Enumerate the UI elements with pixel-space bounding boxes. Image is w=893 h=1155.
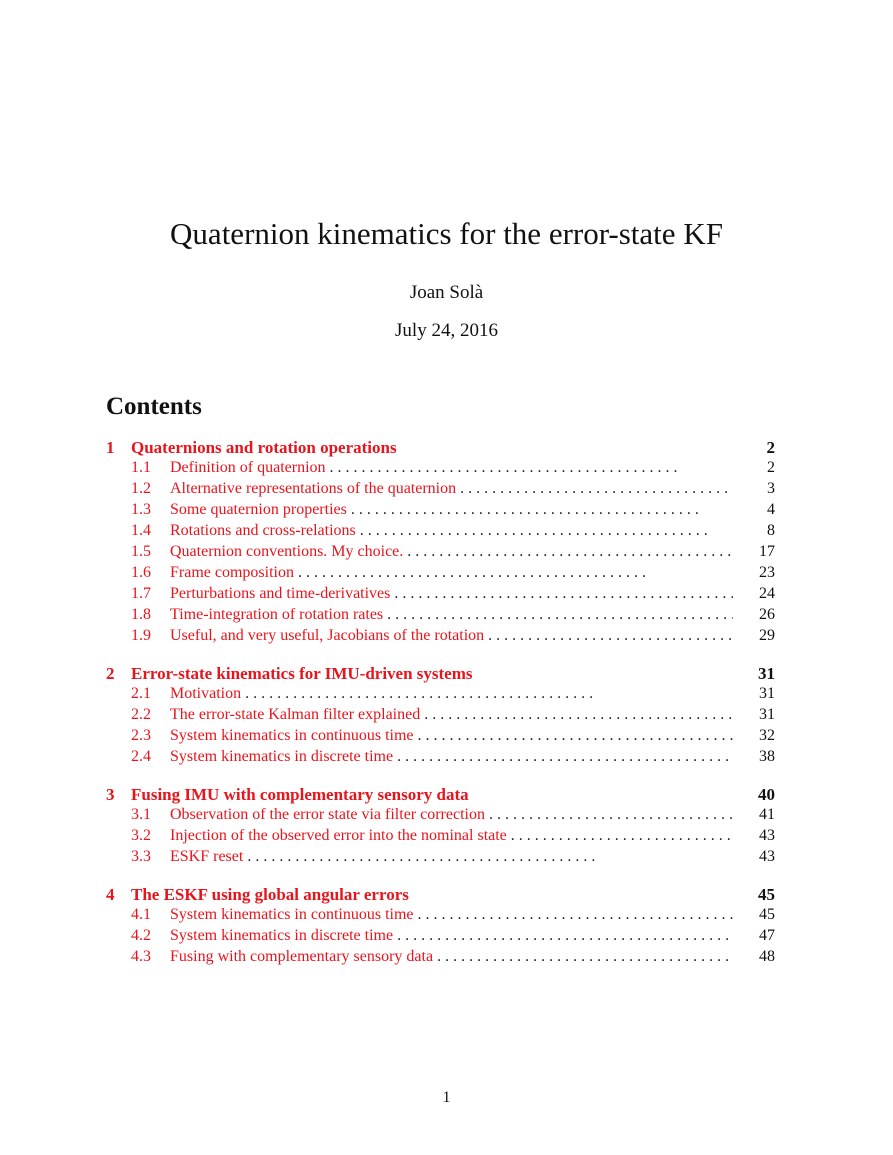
toc-subsection-title: Fusing with complementary sensory data [170, 948, 437, 966]
toc-subsection-page: 47 [759, 927, 775, 944]
toc-section-link[interactable] [106, 438, 775, 459]
toc-section-link[interactable] [106, 885, 775, 906]
toc-subsection-link[interactable] [106, 927, 775, 948]
toc-subsection-title: System kinematics in discrete time [170, 748, 397, 766]
toc-subsection-page: 24 [759, 585, 775, 602]
toc-subsection-page: 41 [759, 806, 775, 823]
toc-subsection-title: System kinematics in continuous time [170, 727, 418, 745]
toc-section-page: 2 [766, 438, 775, 457]
toc-section-page: 45 [758, 885, 775, 904]
toc-dot-leader [247, 848, 733, 866]
toc-subsection-title: Definition of quaternion [170, 459, 330, 477]
toc-subsection-title: Rotations and cross-relations [170, 522, 360, 540]
toc-subsection-page: 32 [759, 727, 775, 744]
toc-section-link[interactable] [106, 664, 775, 685]
toc-subsection-number: 1.6 [131, 564, 151, 581]
toc-dot-leader [418, 906, 733, 924]
toc-dot-leader [394, 585, 733, 603]
toc-section [106, 785, 775, 869]
toc-subsection-number: 2.4 [131, 748, 151, 765]
toc-dot-leader [351, 501, 733, 519]
toc-dot-leader [511, 827, 733, 845]
toc-subsection-title: Injection of the observed error into the nominal state [170, 827, 511, 845]
toc-subsection-number: 2.3 [131, 727, 151, 744]
toc-dot-leader [460, 480, 733, 498]
toc-subsection-link[interactable] [106, 906, 775, 927]
toc-subsection-number: 4.2 [131, 927, 151, 944]
toc-subsection-number: 1.5 [131, 543, 151, 560]
toc-subsection-page: 4 [767, 501, 775, 518]
toc-section-title: The ESKF using global angular errors [131, 885, 409, 904]
toc-dot-leader [488, 627, 733, 645]
toc-subsection-number: 3.3 [131, 848, 151, 865]
page-number: 1 [442, 1089, 451, 1106]
toc-dot-leader [424, 706, 733, 724]
toc-subsection-title: Perturbations and time-derivatives [170, 585, 394, 603]
toc-dot-leader [387, 606, 733, 624]
paper-date: July 24, 2016 [395, 320, 498, 341]
toc-subsection-number: 3.1 [131, 806, 151, 823]
toc-subsection-link[interactable] [106, 543, 775, 564]
toc-dot-leader [407, 543, 733, 561]
toc-subsection-link[interactable] [106, 685, 775, 706]
toc-section-page: 31 [758, 664, 775, 683]
toc-subsection-page: 23 [759, 564, 775, 581]
toc-dot-leader [245, 685, 733, 703]
toc-subsection-number: 4.1 [131, 906, 151, 923]
toc-subsection-title: System kinematics in continuous time [170, 906, 418, 924]
toc-subsection-title: Quaternion conventions. My choice. [170, 543, 407, 561]
toc-subsection-link[interactable] [106, 848, 775, 869]
toc-subsection-number: 1.2 [131, 480, 151, 497]
toc-subsection-link[interactable] [106, 948, 775, 969]
toc-subsection-title: ESKF reset [170, 848, 247, 866]
toc-dot-leader [397, 927, 733, 945]
toc-subsection-link[interactable] [106, 706, 775, 727]
toc-subsection-number: 1.4 [131, 522, 151, 539]
toc-subsection-page: 8 [767, 522, 775, 539]
toc-section-page: 40 [758, 785, 775, 804]
toc-subsection-title: Motivation [170, 685, 245, 703]
toc-subsection-page: 31 [759, 706, 775, 723]
toc-subsection-link[interactable] [106, 564, 775, 585]
toc-subsection-page: 3 [767, 480, 775, 497]
toc-section-number: 3 [106, 785, 115, 804]
toc-subsection-link[interactable] [106, 480, 775, 501]
toc-subsection-page: 48 [759, 948, 775, 965]
toc-subsection-page: 2 [767, 459, 775, 476]
paper-title: Quaternion kinematics for the error-state KF [170, 216, 723, 251]
toc-subsection-title: Some quaternion properties [170, 501, 351, 519]
toc-dot-leader [397, 748, 733, 766]
toc-dot-leader [437, 948, 733, 966]
toc-subsection-title: Observation of the error state via filter correction [170, 806, 489, 824]
toc-subsection-number: 2.2 [131, 706, 151, 723]
toc-subsection-link[interactable] [106, 522, 775, 543]
toc-section-title: Error-state kinematics for IMU-driven systems [131, 664, 473, 683]
toc-subsection-number: 1.1 [131, 459, 151, 476]
toc-subsection-link[interactable] [106, 806, 775, 827]
toc-section-number: 1 [106, 438, 115, 457]
toc-subsection-number: 3.2 [131, 827, 151, 844]
toc-dot-leader [298, 564, 733, 582]
toc-subsection-title: Frame composition [170, 564, 298, 582]
toc-subsection-link[interactable] [106, 627, 775, 648]
toc-subsection-page: 43 [759, 827, 775, 844]
toc-subsection-link[interactable] [106, 501, 775, 522]
toc-dot-leader [489, 806, 733, 824]
toc-subsection-number: 1.3 [131, 501, 151, 518]
toc-section-number: 4 [106, 885, 115, 904]
toc-subsection-title: The error-state Kalman filter explained [170, 706, 424, 724]
toc-section-title: Quaternions and rotation operations [131, 438, 397, 457]
toc-section-number: 2 [106, 664, 115, 683]
toc-subsection-number: 4.3 [131, 948, 151, 965]
toc-subsection-page: 45 [759, 906, 775, 923]
toc-subsection-link[interactable] [106, 585, 775, 606]
table-of-contents [106, 438, 775, 985]
toc-subsection-title: Alternative representations of the quaternion [170, 480, 460, 498]
toc-dot-leader [418, 727, 733, 745]
toc-section-title: Fusing IMU with complementary sensory data [131, 785, 469, 804]
toc-subsection-number: 1.9 [131, 627, 151, 644]
toc-subsection-link[interactable] [106, 748, 775, 769]
toc-subsection-page: 26 [759, 606, 775, 623]
toc-section-link[interactable] [106, 785, 775, 806]
toc-subsection-link[interactable] [106, 827, 775, 848]
toc-subsection-title: Time-integration of rotation rates [170, 606, 387, 624]
toc-subsection-page: 17 [759, 543, 775, 560]
toc-subsection-title: System kinematics in discrete time [170, 927, 397, 945]
toc-subsection-link[interactable] [106, 727, 775, 748]
toc-subsection-number: 2.1 [131, 685, 151, 702]
toc-subsection-link[interactable] [106, 459, 775, 480]
toc-section [106, 438, 775, 648]
toc-dot-leader [360, 522, 733, 540]
toc-subsection-number: 1.8 [131, 606, 151, 623]
toc-subsection-title: Useful, and very useful, Jacobians of the rotation [170, 627, 488, 645]
toc-subsection-page: 43 [759, 848, 775, 865]
paper-author: Joan Solà [409, 282, 484, 303]
toc-section [106, 664, 775, 769]
toc-section [106, 885, 775, 969]
toc-subsection-link[interactable] [106, 606, 775, 627]
toc-subsection-page: 38 [759, 748, 775, 765]
toc-dot-leader [330, 459, 733, 477]
toc-subsection-number: 1.7 [131, 585, 151, 602]
toc-subsection-page: 29 [759, 627, 775, 644]
contents-heading: Contents [106, 393, 202, 420]
toc-subsection-page: 31 [759, 685, 775, 702]
